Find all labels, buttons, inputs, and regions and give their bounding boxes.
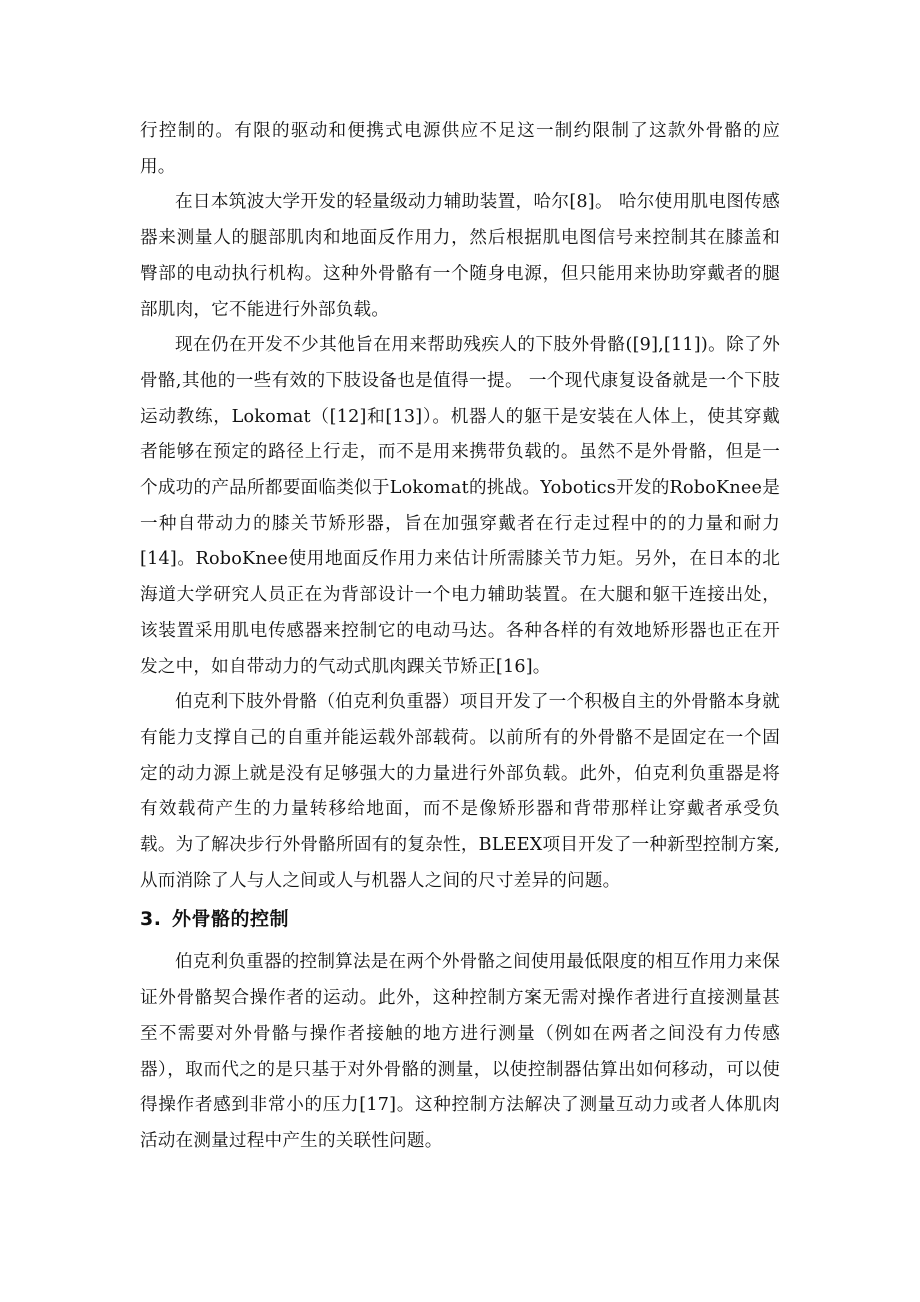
paragraph-continuation: 行控制的。有限的驱动和便携式电源供应不足这一制约限制了这款外骨骼的应用。 — [140, 121, 780, 177]
paragraph-bleex: 伯克利下肢外骨骼（伯克利负重器）项目开发了一个积极自主的外骨骼本身就有能力支撑自己的自重并能运载外部载荷。以前所有的外骨骼不是固定在一个固定的动力源上就是没有足够强大的力量进行外部负载。此外，伯克利负重器是将有效载荷产生的力量转移给地面，而不是像矫形器和背带那样让穿戴者承受负载。为了解决步行外骨骼所固有的复杂性，BLEEX项目开发了一种新型控制方案,从而消除了人与人之间或人与机器人之间的尺寸差异的问题。 — [140, 692, 780, 891]
paragraph-control-algorithm: 伯克利负重器的控制算法是在两个外骨骼之间使用最低限度的相互作用力来保证外骨骼契合操作者的运动。此外，这种控制方案无需对操作者进行直接测量甚至不需要对外骨骼与操作者接触的地方进行测量（例如在两者之间没有力传感器），取而代之的是只基于对外骨骼的测量，以使控制器估算出如何移动，可以使得操作者感到非常小的压力[17]。这种控制方法解决了测量互动力或者人体肌肉活动在测量过程中产生的关联性问题。 — [140, 952, 780, 1151]
paragraph-hal: 在日本筑波大学开发的轻量级动力辅助装置，哈尔[8]。 哈尔使用肌电图传感器来测量人的腿部肌肉和地面反作用力，然后根据肌电图信号来控制其在膝盖和臀部的电动执行机构。这种外骨骼有一个随身电源，但只能用来协助穿戴者的腿部肌肉，它不能进行外部负载。 — [140, 192, 780, 320]
section-title: 外骨骼的控制 — [172, 908, 290, 931]
section-heading — [140, 901, 780, 937]
section-number: 3. — [140, 908, 162, 931]
document-body — [140, 114, 780, 1160]
paragraph-other-exoskeletons: 现在仍在开发不少其他旨在用来帮助残疾人的下肢外骨骼([9],[11])。除了外骨骼,其他的一些有效的下肢设备也是值得一提。 一个现代康复设备就是一个下肢运动教练，Lokomat（[12]和[13]）。机器人的躯干是安装在人体上，使其穿戴者能够在预定的路径上行走，而不是用来携带负载的。虽然不是外骨骼，但是一个成功的产品所都要面临类似于Lokomat的挑战。Yobotics开发的RoboKnee是一种自带动力的膝关节矫形器，旨在加强穿戴者在行走过程中的的力量和耐力[14]。RoboKnee使用地面反作用力来估计所需膝关节力矩。另外，在日本的北海道大学研究人员正在为背部设计一个电力辅助装置。在大腿和躯干连接出处，该装置采用肌电传感器来控制它的电动马达。各种各样的有效地矫形器也正在开发之中，如自带动力的气动式肌肉踝关节矫正[16]。 — [140, 335, 780, 677]
